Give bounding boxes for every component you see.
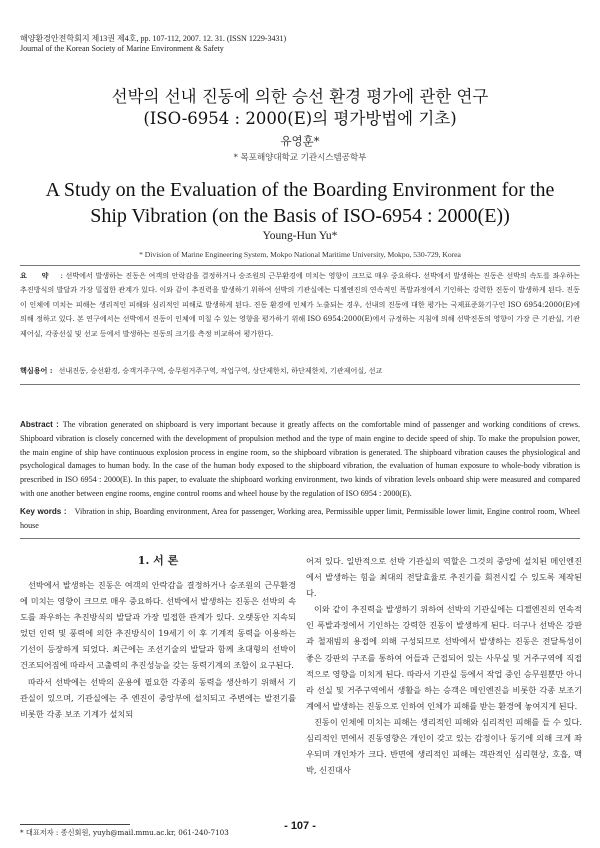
abstract-ko-text: : 선박에서 발생하는 진동은 여객의 안락감을 결정하거나 승조원의 근무환경에 미치는 영향이 크므로 매우 중요하다. 선박에서 발생하는 진동은 선박의 속도를 좌우하는 추진방식의 발달과 가장 밀접한 관계가 있다. 이와 같이 추진력을 발생하기 위하여 선박의 기관실에는 디젤엔진의 연속적인 폭발과정에서 기인하는 강력한 진동이 발생하게 된다. 진동이 인체에 미치는 피해는 생리적인 피해와 심리적인 피해로 발생하게 된다. 진동 환경에 인체가 노출되는 경우, 선내의 진동에 대한 평가는 국제표준화기구인 ISO 6954:2000(E)에 의해 정하고 있다. 본 연구에서는 선박에서 진동이 인체에 미칠 수 있는 영향을 평가하기 위해 ISO 6954:2000(E)에서 규정하는 지침에 의해 선박진동의 영향이 가장 큰 기관실, 기관제어실, 각종선실 및 선교 등에서 발생하는 진동의 크기를 측정 비교하여 평가한다. [20,271,580,338]
abstract-en [20,418,580,501]
body-paragraph: 어져 있다. 일반적으로 선박 기관실의 역할은 그것의 중앙에 설치된 메인엔진에서 발생하는 힘을 최대의 전달효율로 추진기를 회전시킬 수 있도록 제작된다. [306,556,582,599]
keywords-ko-label: 핵심용어 : [20,366,53,375]
title-en-line2: Ship Vibration (on the Basis of ISO-6954 : 2000(E)) [90,205,510,227]
journal-name-en: Journal of the Korean Society of Marine Environment & Safety [20,44,224,53]
affiliation-ko: * 목포해양대학교 기관시스템공학부 [233,153,367,163]
keywords-en-label: Key words : [20,507,67,516]
keywords-ko-text: 선내진동, 승선환경, 승객거주구역, 승무원거주구역, 작업구역, 상단제한치, 하단제한치, 기관제어실, 선교 [58,366,383,375]
abstract-en-text: The vibration generated on shipboard is very important because it greatly affects on the comfortable mind of passenger and working conditions of crews. Shipboard vibration is closely concerned with the development of propulsion method and the type of main engine to decide speed of ship. To make the propulsion power, the main engine of ship have continuous explosion process in engine room, so the shipboard vibration is generated. The shipboard vibration causes the physiological and psychological damages to human body. In the case of the human body exposed to the shipboard vibration, the evaluation of human exposure to whole-body vibration is prescribed in ISO 6954 : 2000(E). In this paper, to evaluate the shipboard working environment, two kinds of vibration levels onboard ship were measured and compared with one another between engine rooms, engine control rooms and wheel house by the regulation of ISO 6954 : 2000(E). [20,420,580,498]
body-paragraph: 선박에서 발생하는 진동은 여객의 안락감을 결정하거나 승조원의 근무환경에 미치는 영향이 크므로 매우 중요하다. 선박에서 발생하는 진동은 선박의 속도를 좌우하는 추진방식의 발달과 가장 밀접한 관계가 있다. 오랫동안 지속되었던 인력 및 풍력에 의한 추진방식이 19세기 이 후 기계적 동력을 이용하는 기선이 등장하게 되었다. 최근에는 조선기술의 발달과 함께 초대형의 선박이 건조되어짐에 따라서 고출력의 추진성능을 갖는 동력기계의 조합이 요구된다. [20,580,296,671]
affiliation-en: * Division of Marine Engineering System, Mokpo National Maritime University, Mokpo, 530-729, Korea [139,250,461,259]
abstract-en-label: Abstract : [20,420,59,429]
divider-abstract-ko [20,384,580,385]
divider-top [20,265,580,266]
body-column-right [306,553,582,778]
section-title: 1. 서 론 [137,554,179,567]
keywords-en [20,505,580,533]
author-en: Young-Hun Yu* [262,230,338,242]
title-ko-line1: 선박의 선내 진동에 의한 승선 환경 평가에 관한 연구 [111,87,489,106]
keywords-en-text: Vibration in ship, Boarding environment, Area for passenger, Working area, Permissible upper limit, Permissible lower limit, Engine control room, Wheel house [20,507,580,530]
title-ko-line2: (ISO-6954 : 2000(E)의 평가방법에 기초) [143,109,457,128]
body-paragraph: 이와 같이 추진력을 발생하기 위하여 선박의 기관실에는 디젤엔진의 연속적인 폭발과정에서 기인하는 강력한 진동이 발생하게 된다. 더구나 선박은 강판과 철재빔의 용접에 의해 구성되므로 선박에서 발생하는 진동은 전달특성이 좋은 강판의 구조를 통하여 어들과 근접되어 있는 사무실 및 거주구역에 직접적으로 영향을 미치게 된다. 따라서 기관실 등에서 작업 중인 승무원뿐만 아니라 선실 및 거주구역에서 생활을 하는 승객은 메인엔진을 비롯한 각종 보조기계에서 발생하는 진동으로 인하여 인체가 피해를 받는 환경에 놓여지게 된다. [306,604,582,711]
journal-citation-ko: 해양환경안전학회지 제13권 제4호, pp. 107-112, 2007. 12. 31. (ISSN 1229-3431) [20,34,287,43]
abstract-ko-label: 요 약 [20,271,55,280]
journal-header [20,34,286,54]
divider-abstract-en [20,538,580,539]
title-en-line1: A Study on the Evaluation of the Boarding Environment for the [45,179,555,201]
author-ko: 유영훈* [280,134,320,148]
footnote: * 대표저자 : 종신회원, yuyh@mail.mmu.ac.kr, 061-240-7103 [20,828,229,837]
body-paragraph: 진동이 인체에 미치는 피해는 생리적인 피해와 심리적인 피해를 들 수 있다. 심리적인 면에서 진동영향은 개인이 갖고 있는 감정이나 동기에 의해 크게 좌우되며 개인차가 크다. 반면에 생리적인 피해는 객관적인 심리현상, 호흡, 맥박, 신진대사 [306,716,582,776]
body-column-left [20,553,296,722]
page-number: - 107 - [284,820,316,832]
abstract-ko [20,269,580,341]
body-paragraph: 따라서 선박에는 선박의 운용에 필요한 각종의 동력을 생산하기 위해서 기관실이 있으며, 기관실에는 주 엔진이 중앙부에 설치되고 주변에는 발전기를 비롯한 각종 보조 기계가 설치되 [20,676,296,719]
keywords-ko [20,365,580,377]
